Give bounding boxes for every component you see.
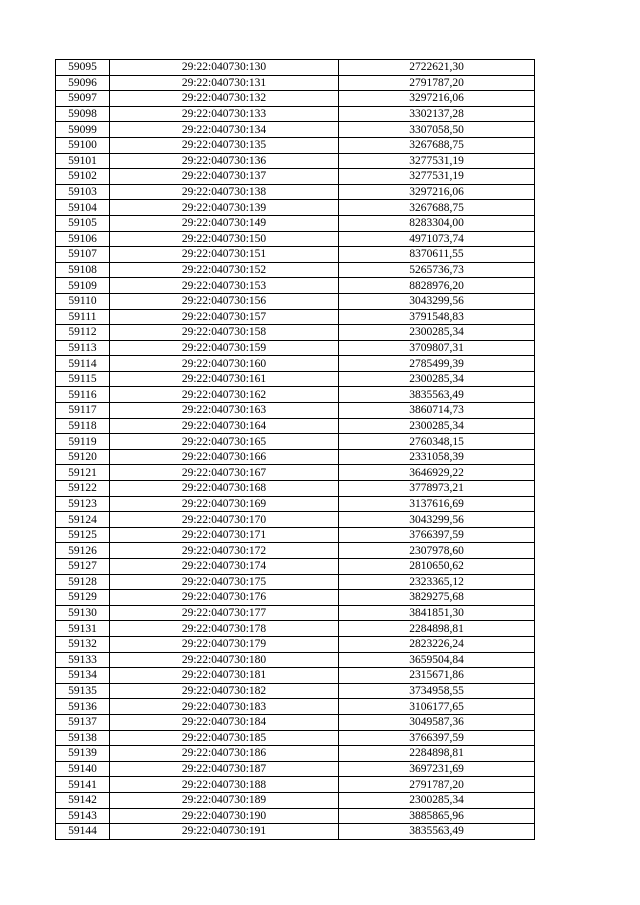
table-row	[56, 496, 535, 512]
table-row	[56, 434, 535, 450]
row-number-cell: 59100	[56, 137, 110, 153]
cadastral-value-cell: 3106177,65	[339, 699, 535, 715]
row-number-cell: 59143	[56, 808, 110, 824]
cadastral-number-cell: 29:22:040730:133	[110, 106, 339, 122]
cadastral-number-cell: 29:22:040730:156	[110, 293, 339, 309]
table-row	[56, 652, 535, 668]
table-row	[56, 75, 535, 91]
table-row	[56, 714, 535, 730]
table-row	[56, 325, 535, 341]
row-number-cell: 59117	[56, 403, 110, 419]
table-row	[56, 527, 535, 543]
cadastral-number-cell: 29:22:040730:171	[110, 527, 339, 543]
table-row	[56, 356, 535, 372]
cadastral-number-cell: 29:22:040730:151	[110, 247, 339, 263]
cadastral-value-cell: 3267688,75	[339, 200, 535, 216]
table-row	[56, 153, 535, 169]
cadastral-number-cell: 29:22:040730:135	[110, 137, 339, 153]
cadastral-value-cell: 3829275,68	[339, 590, 535, 606]
cadastral-value-table	[55, 59, 535, 840]
cadastral-number-cell: 29:22:040730:177	[110, 605, 339, 621]
cadastral-value-cell: 5265736,73	[339, 262, 535, 278]
cadastral-number-cell: 29:22:040730:175	[110, 574, 339, 590]
cadastral-value-cell: 2315671,86	[339, 668, 535, 684]
cadastral-value-cell: 2300285,34	[339, 418, 535, 434]
cadastral-number-cell: 29:22:040730:161	[110, 371, 339, 387]
cadastral-number-cell: 29:22:040730:169	[110, 496, 339, 512]
row-number-cell: 59131	[56, 621, 110, 637]
table-row	[56, 449, 535, 465]
row-number-cell: 59116	[56, 387, 110, 403]
cadastral-value-cell: 2810650,62	[339, 559, 535, 575]
row-number-cell: 59112	[56, 325, 110, 341]
table-row	[56, 481, 535, 497]
table-row	[56, 247, 535, 263]
table-row	[56, 621, 535, 637]
cadastral-value-cell: 2307978,60	[339, 543, 535, 559]
cadastral-number-cell: 29:22:040730:187	[110, 761, 339, 777]
cadastral-number-cell: 29:22:040730:184	[110, 714, 339, 730]
table-row	[56, 231, 535, 247]
cadastral-value-cell: 3277531,19	[339, 169, 535, 185]
row-number-cell: 59140	[56, 761, 110, 777]
row-number-cell: 59141	[56, 777, 110, 793]
row-number-cell: 59139	[56, 746, 110, 762]
cadastral-number-cell: 29:22:040730:183	[110, 699, 339, 715]
cadastral-number-cell: 29:22:040730:165	[110, 434, 339, 450]
row-number-cell: 59096	[56, 75, 110, 91]
cadastral-number-cell: 29:22:040730:158	[110, 325, 339, 341]
table-row	[56, 278, 535, 294]
table-row	[56, 371, 535, 387]
cadastral-number-cell: 29:22:040730:138	[110, 184, 339, 200]
row-number-cell: 59119	[56, 434, 110, 450]
row-number-cell: 59127	[56, 559, 110, 575]
row-number-cell: 59122	[56, 481, 110, 497]
row-number-cell: 59107	[56, 247, 110, 263]
table-row	[56, 699, 535, 715]
table-row	[56, 387, 535, 403]
cadastral-value-cell: 8283304,00	[339, 215, 535, 231]
cadastral-number-cell: 29:22:040730:172	[110, 543, 339, 559]
cadastral-value-cell: 3297216,06	[339, 91, 535, 107]
row-number-cell: 59113	[56, 340, 110, 356]
row-number-cell: 59101	[56, 153, 110, 169]
table-row	[56, 792, 535, 808]
table-row	[56, 137, 535, 153]
table-row	[56, 590, 535, 606]
row-number-cell: 59120	[56, 449, 110, 465]
cadastral-number-cell: 29:22:040730:163	[110, 403, 339, 419]
row-number-cell: 59130	[56, 605, 110, 621]
cadastral-number-cell: 29:22:040730:130	[110, 60, 339, 76]
cadastral-number-cell: 29:22:040730:162	[110, 387, 339, 403]
table-row	[56, 777, 535, 793]
cadastral-number-cell: 29:22:040730:182	[110, 683, 339, 699]
cadastral-number-cell: 29:22:040730:149	[110, 215, 339, 231]
cadastral-value-cell: 2300285,34	[339, 371, 535, 387]
table-body	[56, 60, 535, 840]
cadastral-value-cell: 3766397,59	[339, 730, 535, 746]
cadastral-number-cell: 29:22:040730:167	[110, 465, 339, 481]
cadastral-number-cell: 29:22:040730:131	[110, 75, 339, 91]
cadastral-value-cell: 3646929,22	[339, 465, 535, 481]
table-row	[56, 309, 535, 325]
row-number-cell: 59106	[56, 231, 110, 247]
cadastral-number-cell: 29:22:040730:136	[110, 153, 339, 169]
cadastral-value-cell: 3043299,56	[339, 293, 535, 309]
table-row	[56, 184, 535, 200]
cadastral-value-cell: 3267688,75	[339, 137, 535, 153]
cadastral-value-cell: 3841851,30	[339, 605, 535, 621]
table-row	[56, 824, 535, 840]
row-number-cell: 59135	[56, 683, 110, 699]
table-row	[56, 543, 535, 559]
cadastral-value-cell: 3791548,83	[339, 309, 535, 325]
cadastral-value-cell: 8370611,55	[339, 247, 535, 263]
row-number-cell: 59128	[56, 574, 110, 590]
row-number-cell: 59144	[56, 824, 110, 840]
table-row	[56, 683, 535, 699]
cadastral-value-cell: 3277531,19	[339, 153, 535, 169]
row-number-cell: 59138	[56, 730, 110, 746]
cadastral-value-cell: 3835563,49	[339, 824, 535, 840]
row-number-cell: 59137	[56, 714, 110, 730]
cadastral-number-cell: 29:22:040730:179	[110, 636, 339, 652]
row-number-cell: 59105	[56, 215, 110, 231]
cadastral-number-cell: 29:22:040730:181	[110, 668, 339, 684]
cadastral-value-cell: 2284898,81	[339, 746, 535, 762]
cadastral-number-cell: 29:22:040730:150	[110, 231, 339, 247]
table-row	[56, 605, 535, 621]
row-number-cell: 59121	[56, 465, 110, 481]
row-number-cell: 59111	[56, 309, 110, 325]
cadastral-value-cell: 3697231,69	[339, 761, 535, 777]
cadastral-value-cell: 3860714,73	[339, 403, 535, 419]
cadastral-value-cell: 2791787,20	[339, 777, 535, 793]
cadastral-value-cell: 2300285,34	[339, 792, 535, 808]
cadastral-number-cell: 29:22:040730:178	[110, 621, 339, 637]
table-row	[56, 512, 535, 528]
cadastral-number-cell: 29:22:040730:132	[110, 91, 339, 107]
row-number-cell: 59124	[56, 512, 110, 528]
row-number-cell: 59132	[56, 636, 110, 652]
cadastral-number-cell: 29:22:040730:166	[110, 449, 339, 465]
table-row	[56, 761, 535, 777]
cadastral-value-cell: 3885865,96	[339, 808, 535, 824]
cadastral-number-cell: 29:22:040730:137	[110, 169, 339, 185]
table-row	[56, 169, 535, 185]
cadastral-value-cell: 3734958,55	[339, 683, 535, 699]
row-number-cell: 59129	[56, 590, 110, 606]
table-row	[56, 418, 535, 434]
cadastral-number-cell: 29:22:040730:191	[110, 824, 339, 840]
cadastral-number-cell: 29:22:040730:186	[110, 746, 339, 762]
cadastral-value-cell: 3137616,69	[339, 496, 535, 512]
row-number-cell: 59109	[56, 278, 110, 294]
cadastral-number-cell: 29:22:040730:153	[110, 278, 339, 294]
row-number-cell: 59133	[56, 652, 110, 668]
table-row	[56, 262, 535, 278]
cadastral-value-cell: 3302137,28	[339, 106, 535, 122]
cadastral-number-cell: 29:22:040730:180	[110, 652, 339, 668]
row-number-cell: 59115	[56, 371, 110, 387]
row-number-cell: 59136	[56, 699, 110, 715]
cadastral-number-cell: 29:22:040730:152	[110, 262, 339, 278]
row-number-cell: 59125	[56, 527, 110, 543]
cadastral-value-cell: 3043299,56	[339, 512, 535, 528]
table-row	[56, 122, 535, 138]
cadastral-number-cell: 29:22:040730:176	[110, 590, 339, 606]
cadastral-value-cell: 2722621,30	[339, 60, 535, 76]
cadastral-number-cell: 29:22:040730:190	[110, 808, 339, 824]
table-row	[56, 465, 535, 481]
cadastral-value-cell: 2791787,20	[339, 75, 535, 91]
cadastral-number-cell: 29:22:040730:159	[110, 340, 339, 356]
cadastral-value-cell: 3297216,06	[339, 184, 535, 200]
cadastral-value-cell: 2785499,39	[339, 356, 535, 372]
row-number-cell: 59118	[56, 418, 110, 434]
cadastral-value-cell: 3307058,50	[339, 122, 535, 138]
table-row	[56, 559, 535, 575]
row-number-cell: 59098	[56, 106, 110, 122]
cadastral-number-cell: 29:22:040730:174	[110, 559, 339, 575]
table-row	[56, 403, 535, 419]
row-number-cell: 59104	[56, 200, 110, 216]
table-row	[56, 808, 535, 824]
cadastral-value-cell: 2300285,34	[339, 325, 535, 341]
table-row	[56, 200, 535, 216]
cadastral-value-cell: 4971073,74	[339, 231, 535, 247]
row-number-cell: 59103	[56, 184, 110, 200]
table-row	[56, 746, 535, 762]
row-number-cell: 59102	[56, 169, 110, 185]
table-row	[56, 91, 535, 107]
cadastral-number-cell: 29:22:040730:189	[110, 792, 339, 808]
cadastral-number-cell: 29:22:040730:157	[110, 309, 339, 325]
cadastral-value-cell: 3709807,31	[339, 340, 535, 356]
table-row	[56, 668, 535, 684]
table-row	[56, 730, 535, 746]
table-row	[56, 574, 535, 590]
row-number-cell: 59142	[56, 792, 110, 808]
row-number-cell: 59126	[56, 543, 110, 559]
cadastral-value-cell: 2331058,39	[339, 449, 535, 465]
cadastral-value-cell: 3659504,84	[339, 652, 535, 668]
cadastral-value-cell: 3049587,36	[339, 714, 535, 730]
row-number-cell: 59110	[56, 293, 110, 309]
table-row	[56, 106, 535, 122]
row-number-cell: 59123	[56, 496, 110, 512]
row-number-cell: 59108	[56, 262, 110, 278]
table-row	[56, 60, 535, 76]
cadastral-number-cell: 29:22:040730:168	[110, 481, 339, 497]
table-row	[56, 636, 535, 652]
cadastral-number-cell: 29:22:040730:185	[110, 730, 339, 746]
cadastral-value-cell: 2760348,15	[339, 434, 535, 450]
cadastral-value-cell: 2823226,24	[339, 636, 535, 652]
row-number-cell: 59095	[56, 60, 110, 76]
cadastral-number-cell: 29:22:040730:160	[110, 356, 339, 372]
cadastral-number-cell: 29:22:040730:170	[110, 512, 339, 528]
cadastral-value-cell: 3766397,59	[339, 527, 535, 543]
cadastral-value-cell: 3778973,21	[339, 481, 535, 497]
row-number-cell: 59134	[56, 668, 110, 684]
row-number-cell: 59114	[56, 356, 110, 372]
row-number-cell: 59097	[56, 91, 110, 107]
table-row	[56, 215, 535, 231]
table-row	[56, 293, 535, 309]
cadastral-value-cell: 3835563,49	[339, 387, 535, 403]
cadastral-number-cell: 29:22:040730:139	[110, 200, 339, 216]
cadastral-number-cell: 29:22:040730:134	[110, 122, 339, 138]
row-number-cell: 59099	[56, 122, 110, 138]
cadastral-number-cell: 29:22:040730:164	[110, 418, 339, 434]
cadastral-number-cell: 29:22:040730:188	[110, 777, 339, 793]
cadastral-value-cell: 2284898,81	[339, 621, 535, 637]
table-row	[56, 340, 535, 356]
cadastral-value-cell: 2323365,12	[339, 574, 535, 590]
cadastral-value-cell: 8828976,20	[339, 278, 535, 294]
